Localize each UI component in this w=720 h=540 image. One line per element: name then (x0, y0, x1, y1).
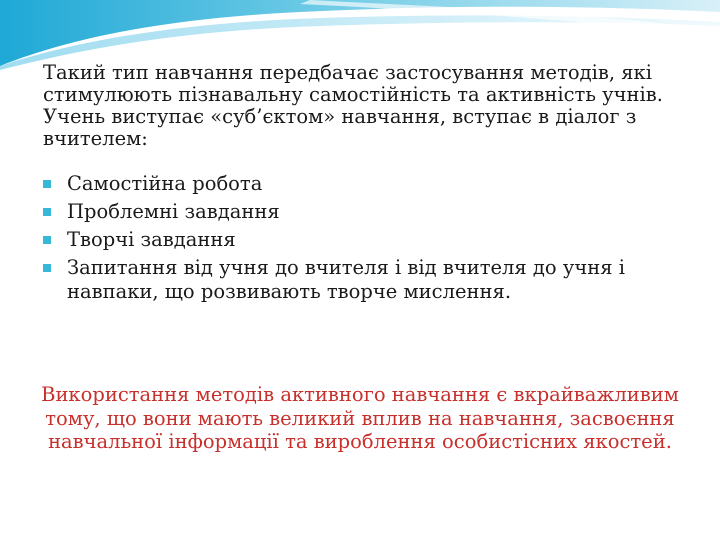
header-wave-decoration (0, 0, 720, 70)
list-item (43, 254, 683, 304)
list-item (43, 226, 683, 254)
square-bullet-icon (43, 264, 51, 272)
list-item-text: Творчі завдання (67, 228, 236, 251)
list-item (43, 170, 683, 198)
intro-paragraph-1: Такий тип навчання передбачає застосування методів, які стимулюють пізнавальну самостійність та активність учнів. (43, 61, 663, 106)
square-bullet-icon (43, 180, 51, 188)
square-bullet-icon (43, 208, 51, 216)
intro-paragraph-2: Учень виступає «суб’єктом» навчання, вступає в діалог з вчителем: (43, 105, 637, 150)
list-item-text: Проблемні завдання (67, 200, 280, 223)
main-content (43, 62, 683, 304)
conclusion-text: Використання методів активного навчання є вкрайважливим тому, що вони мають великий вплив на навчання, засвоєння навчальної інформації та вироблення особистісних якостей. (41, 383, 679, 453)
list-item-text: Запитання від учня до вчителя і від вчителя до учня і навпаки, що розвивають творче мислення. (67, 256, 625, 303)
list-item-text: Самостійна робота (67, 172, 263, 195)
list-item (43, 198, 683, 226)
bullet-list (43, 170, 683, 304)
square-bullet-icon (43, 236, 51, 244)
